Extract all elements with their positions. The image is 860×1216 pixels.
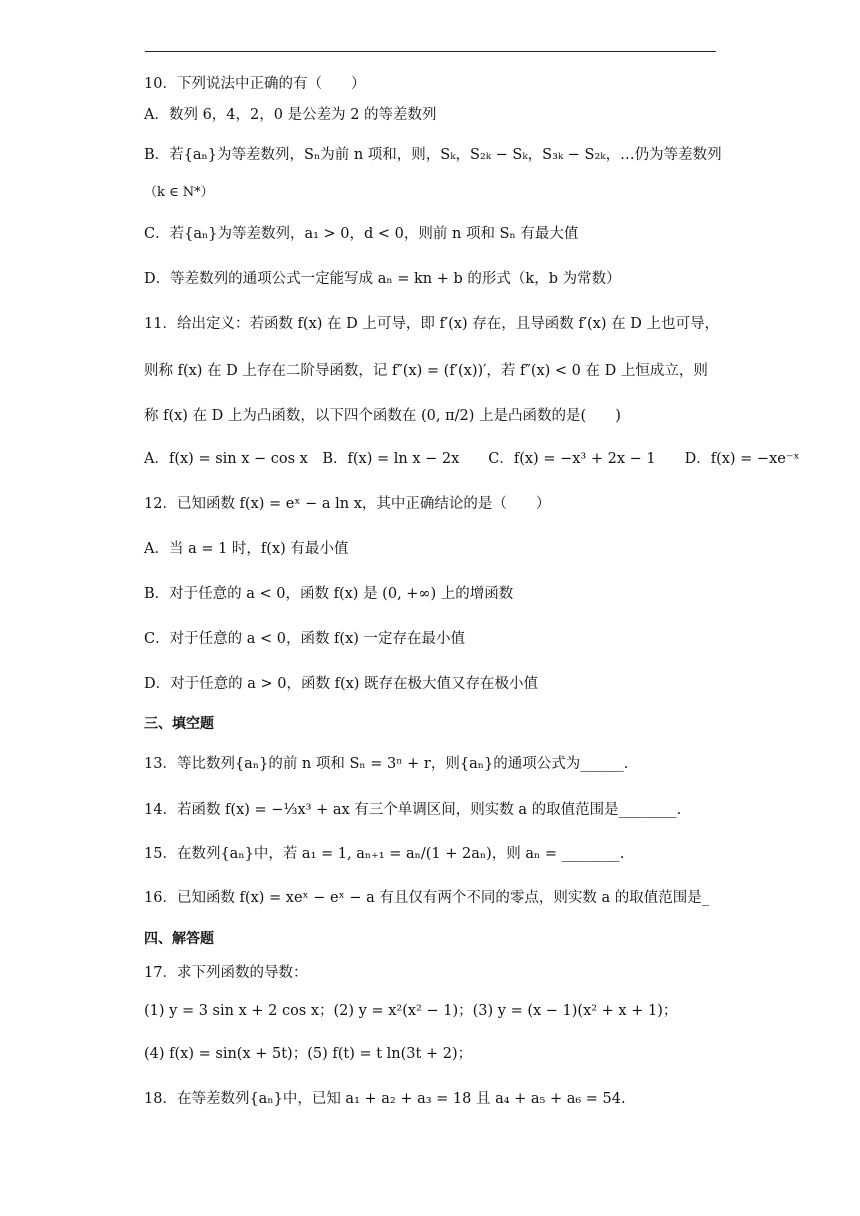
q17-stem: 17．求下列函数的导数： xyxy=(144,965,308,981)
q11-options: A．f(x) = sin x − cos x B．f(x) = ln x − 2x C．f(x) = −x³ + 2x − 1 D．f(x) = −xe⁻ˣ xyxy=(144,451,800,467)
q12-option-d: D．对于任意的 a > 0，函数 f(x) 既存在极大值又存在极小值 xyxy=(144,676,539,692)
q11-stem-line2: 则称 f(x) 在 D 上存在二阶导函数，记 f″(x) = (f′(x))′，若 f″(x) < 0 在 D 上恒成立，则 xyxy=(144,363,708,379)
q10-option-b: B．若{aₙ}为等差数列，Sₙ为前 n 项和，则，Sₖ，S₂ₖ − Sₖ，S₃ₖ − S₂ₖ，…仍为等差数列 xyxy=(144,147,722,163)
q12-option-a: A．当 a = 1 时，f(x) 有最小值 xyxy=(144,541,349,557)
header-rule xyxy=(145,51,716,52)
q12-option-c: C．对于任意的 a < 0，函数 f(x) 一定存在最小值 xyxy=(144,631,466,647)
q11-stem-line1: 11．给出定义：若函数 f(x) 在 D 上可导，即 f′(x) 存在，且导函数 f′(x) 在 D 上也可导， xyxy=(144,316,719,332)
q10-option-b-cont: （k ∈ N*） xyxy=(144,185,214,200)
section-solve-heading: 四、解答题 xyxy=(144,931,214,947)
q17-parts-2: (4) f(x) = sin(x + 5t)；(5) f(t) = t ln(3t + 2)； xyxy=(144,1046,473,1062)
q15: 15．在数列{aₙ}中，若 a₁ = 1, aₙ₊₁ = aₙ/(1 + 2aₙ)，则 aₙ = ________. xyxy=(144,846,625,862)
q17-parts-1: (1) y = 3 sin x + 2 cos x；(2) y = x²(x² − 1)；(3) y = (x − 1)(x² + x + 1)； xyxy=(144,1003,678,1019)
q12-option-b: B．对于任意的 a < 0，函数 f(x) 是 (0, +∞) 上的增函数 xyxy=(144,586,514,602)
q12-stem: 12．已知函数 f(x) = eˣ − a ln x，其中正确结论的是（ ） xyxy=(144,496,551,512)
section-fill-in-heading: 三、填空题 xyxy=(144,716,214,732)
q18-stem: 18．在等差数列{aₙ}中，已知 a₁ + a₂ + a₃ = 18 且 a₄ + a₅ + a₆ = 54. xyxy=(144,1091,626,1107)
q16: 16．已知函数 f(x) = xeˣ − eˣ − a 有且仅有两个不同的零点，则实数 a 的取值范围是_ xyxy=(144,890,710,906)
q10-option-d: D．等差数列的通项公式一定能写成 aₙ = kn + b 的形式（k，b 为常数） xyxy=(144,271,621,287)
q14: 14．若函数 f(x) = −⅓x³ + ax 有三个单调区间，则实数 a 的取值范围是________. xyxy=(144,802,682,818)
q10-stem: 10．下列说法中正确的有（ ） xyxy=(144,76,366,92)
q10-option-c: C．若{aₙ}为等差数列，a₁ > 0，d < 0，则前 n 项和 Sₙ 有最大值 xyxy=(144,226,579,242)
q11-stem-line3: 称 f(x) 在 D 上为凸函数，以下四个函数在 (0, π/2) 上是凸函数的是( ) xyxy=(144,408,621,424)
q13: 13．等比数列{aₙ}的前 n 项和 Sₙ = 3ⁿ + r，则{aₙ}的通项公式为______. xyxy=(144,756,629,772)
q10-option-a: A．数列 6，4，2，0 是公差为 2 的等差数列 xyxy=(144,107,437,123)
